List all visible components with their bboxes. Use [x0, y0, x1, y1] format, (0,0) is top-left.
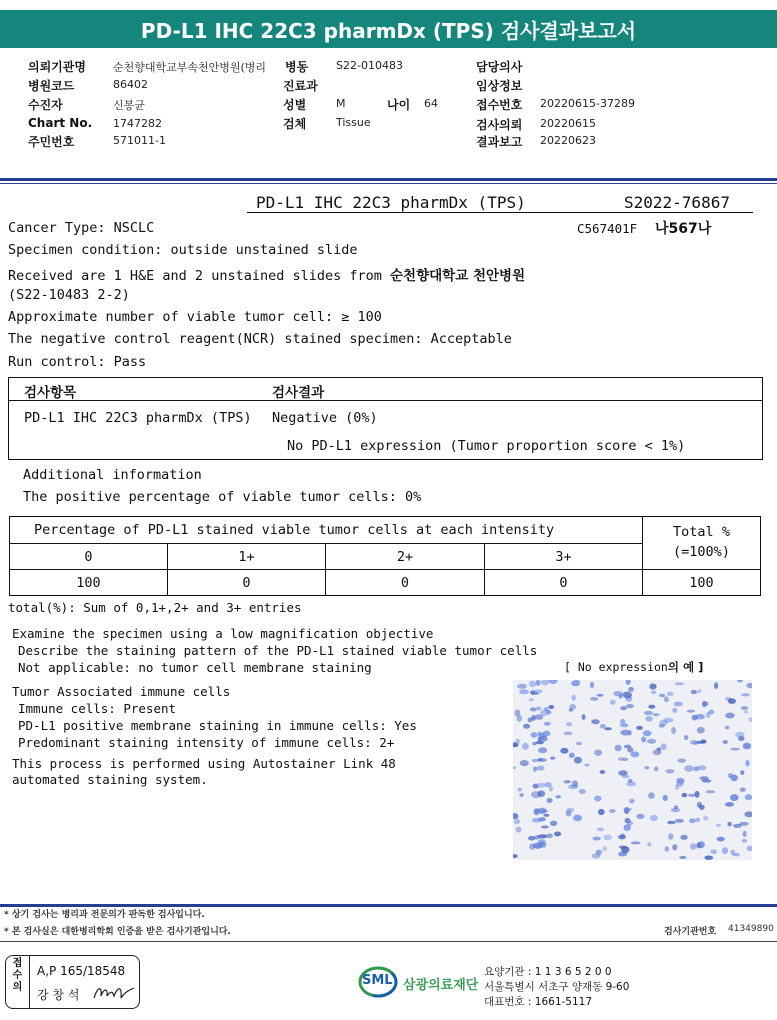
cell-nucleus: [703, 816, 708, 821]
report-number: S2022-76867: [624, 193, 730, 212]
cell-nucleus: [706, 712, 710, 718]
org-number-label: 검사기관번호: [664, 927, 717, 937]
cell-nucleus: [517, 684, 527, 689]
cell-nucleus: [730, 794, 739, 801]
cell-nucleus: [598, 809, 605, 815]
heading-underline: [247, 212, 753, 213]
cell-nucleus: [674, 702, 683, 707]
cell-nucleus: [641, 737, 646, 743]
header-divider-thin: [0, 183, 777, 184]
cell-nucleus: [590, 682, 594, 688]
cell-nucleus: [544, 722, 551, 726]
cell-nucleus: [671, 727, 676, 734]
cell-nucleus: [728, 698, 736, 704]
cell-nucleus: [690, 843, 697, 849]
cell-nucleus: [556, 795, 562, 798]
cell-nucleus: [549, 680, 558, 684]
cell-nucleus: [543, 731, 551, 737]
cell-nucleus: [661, 743, 667, 750]
cell-nucleus: [622, 758, 628, 762]
cell-nucleus: [523, 724, 530, 729]
cell-nucleus: [564, 732, 573, 736]
cell-nucleus: [704, 856, 713, 860]
footer-divider-thin: [0, 941, 777, 942]
cell-nucleus: [748, 717, 752, 722]
header-divider: [0, 178, 777, 181]
cell-nucleus: [539, 842, 546, 848]
cell-nucleus: [691, 690, 697, 694]
cell-nucleus: [538, 790, 546, 797]
viable-tumor-cells: Approximate number of viable tumor cell: ≥ 100: [8, 309, 382, 325]
cell-nucleus: [659, 694, 665, 697]
header-value-age: 64: [424, 97, 438, 110]
cell-nucleus: [620, 706, 627, 710]
total-header-line2: (=100%): [673, 544, 730, 560]
intensity-total-header: [642, 516, 761, 570]
cell-nucleus: [745, 794, 752, 800]
cell-nucleus: [643, 730, 652, 736]
cell-nucleus: [735, 732, 744, 738]
cell-nucleus: [725, 726, 729, 730]
logo-text: SML: [362, 973, 393, 988]
cell-nucleus: [653, 713, 660, 716]
cell-nucleus: [513, 854, 518, 858]
cell-nucleus: [541, 680, 549, 686]
cell-nucleus: [609, 809, 615, 813]
cell-nucleus: [547, 798, 553, 803]
cell-nucleus: [697, 689, 701, 693]
result-detail: No PD-L1 expression (Tumor proportion score < 1%): [287, 438, 686, 454]
cell-nucleus: [528, 836, 536, 841]
header-value-chart-no: 1747282: [113, 117, 162, 130]
cell-nucleus: [727, 822, 731, 827]
cell-nucleus: [744, 711, 749, 714]
stamp-pathologist-name: 강 창 석: [37, 988, 80, 1002]
cell-nucleus: [675, 819, 684, 823]
cell-nucleus: [645, 716, 653, 722]
cell-nucleus: [537, 766, 545, 771]
cell-nucleus: [591, 719, 599, 724]
run-control: Run control: Pass: [8, 354, 147, 370]
cell-nucleus: [647, 739, 656, 744]
cell-nucleus: [664, 696, 669, 702]
cell-nucleus: [519, 793, 524, 797]
immune-present: Immune cells: Present: [18, 701, 177, 716]
cell-nucleus: [529, 698, 534, 701]
cell-nucleus: [667, 692, 674, 696]
cell-nucleus: [629, 799, 635, 804]
cell-nucleus: [631, 751, 640, 757]
cell-nucleus: [623, 692, 632, 699]
cell-nucleus: [733, 824, 742, 828]
header-value-institution: 순천향대학교부속천안병원(병리: [113, 61, 267, 74]
cell-nucleus: [626, 782, 636, 787]
address: 서울특별시 서초구 양재동 9-60: [484, 981, 630, 993]
header-value-report-date: 20220623: [540, 134, 596, 147]
positive-percentage: The positive percentage of viable tumor cells: 0%: [23, 489, 422, 505]
note-examine: Examine the specimen using a low magnification objective: [12, 626, 434, 641]
cell-nucleus: [554, 832, 561, 837]
cell-nucleus: [730, 748, 740, 751]
reception-stamp: [5, 955, 140, 1009]
cell-nucleus: [550, 821, 557, 826]
additional-heading: Additional information: [23, 467, 202, 483]
cell-nucleus: [626, 680, 631, 685]
micrograph-cells: [513, 680, 752, 860]
image-caption-prefix: [ No expression: [564, 660, 668, 674]
cell-nucleus: [594, 750, 602, 756]
note-not-applicable: Not applicable: no tumor cell membrane staining: [18, 660, 372, 675]
received-line: [8, 264, 525, 284]
intensity-total-value: 100: [642, 569, 761, 596]
cell-nucleus: [574, 757, 582, 764]
cell-nucleus: [697, 802, 702, 808]
phone: 대표번호 : 1661-5117: [484, 996, 593, 1008]
cell-nucleus: [590, 697, 598, 701]
cell-nucleus: [620, 723, 629, 727]
cell-nucleus: [584, 764, 589, 767]
cell-nucleus: [740, 770, 744, 775]
cell-nucleus: [684, 735, 688, 740]
cell-nucleus: [648, 705, 655, 709]
cell-nucleus: [627, 747, 633, 752]
cell-nucleus: [538, 758, 542, 761]
cell-nucleus: [676, 780, 684, 786]
cell-nucleus: [576, 742, 582, 746]
cell-nucleus: [651, 690, 657, 694]
cell-nucleus: [604, 727, 612, 730]
intensity-col-0: 0: [9, 543, 168, 570]
header-label-sex: 성별: [283, 98, 307, 112]
received-hospital: 순천향대학교 천안병원: [390, 268, 526, 284]
case-code: C567401F: [577, 221, 638, 236]
cell-nucleus: [636, 814, 644, 819]
signature-icon: [92, 982, 136, 1004]
cancer-type: Cancer Type: NSCLC: [8, 220, 155, 236]
process-line2: automated staining system.: [12, 772, 208, 787]
cell-nucleus: [514, 819, 521, 825]
cell-nucleus: [741, 706, 748, 710]
header-value-ward: S22-010483: [336, 59, 403, 72]
cell-nucleus: [744, 811, 752, 817]
cell-nucleus: [626, 704, 634, 708]
org-number: 41349890: [728, 924, 774, 934]
cell-nucleus: [628, 687, 634, 692]
sml-logo-icon: [358, 962, 398, 1000]
cell-nucleus: [672, 708, 677, 713]
cell-nucleus: [695, 818, 700, 823]
cell-nucleus: [519, 689, 529, 694]
cell-nucleus: [672, 844, 677, 850]
cell-nucleus: [687, 710, 695, 713]
header-label-request-date: 검사의뢰: [476, 118, 523, 132]
cell-nucleus: [675, 682, 684, 685]
cell-nucleus: [582, 714, 586, 720]
cell-nucleus: [538, 817, 545, 821]
cell-nucleus: [513, 766, 516, 769]
cell-nucleus: [647, 842, 651, 846]
cell-nucleus: [569, 704, 576, 710]
cell-nucleus: [550, 757, 555, 760]
footer-note-1: * 상기 검사는 병리과 전문의가 판독한 검사입니다.: [4, 910, 205, 920]
cell-nucleus: [563, 780, 571, 783]
cell-nucleus: [566, 722, 572, 726]
header-value-accession-no: 20220615-37289: [540, 97, 635, 110]
header-label-ward: 병동: [285, 60, 309, 74]
footer-note-2: * 본 검사실은 대한병리학회 인증을 받은 검사기관입니다.: [4, 927, 231, 937]
cell-nucleus: [548, 705, 554, 709]
image-caption-suffix: 의 예 ]: [667, 660, 704, 674]
care-org-number: 요양기관 : 1 1 3 6 5 2 0 0: [484, 966, 612, 978]
immune-intensity: Predominant staining intensity of immune cells: 2+: [18, 735, 395, 750]
header-label-report-date: 결과보고: [476, 135, 523, 149]
cell-nucleus: [600, 770, 606, 774]
cell-nucleus: [714, 682, 718, 689]
cell-nucleus: [517, 788, 522, 792]
process-line1: This process is performed using Autostainer Link 48: [12, 756, 396, 771]
header-label-patient: 수진자: [28, 98, 63, 112]
header-label-specimen: 검체: [283, 117, 307, 131]
cell-nucleus: [649, 683, 656, 689]
cell-nucleus: [665, 846, 670, 852]
cell-nucleus: [600, 724, 606, 729]
cell-nucleus: [696, 741, 706, 744]
cell-nucleus: [740, 788, 746, 792]
cell-nucleus: [537, 731, 541, 736]
image-caption: [564, 659, 703, 675]
cell-nucleus: [541, 826, 549, 829]
cell-nucleus: [613, 691, 623, 696]
cell-nucleus: [610, 700, 616, 705]
cell-nucleus: [747, 846, 752, 851]
cell-nucleus: [702, 701, 708, 706]
cell-nucleus: [688, 794, 695, 797]
cell-nucleus: [615, 745, 622, 752]
title-bar: [0, 10, 777, 48]
header-value-request-date: 20220615: [540, 117, 596, 130]
cell-nucleus: [671, 808, 680, 812]
cell-nucleus: [706, 790, 716, 793]
cell-nucleus: [621, 833, 626, 838]
cell-nucleus: [543, 814, 549, 817]
cell-nucleus: [538, 747, 547, 753]
cell-nucleus: [515, 739, 520, 744]
cell-nucleus: [532, 759, 538, 762]
cell-nucleus: [636, 726, 643, 730]
cell-nucleus: [725, 802, 734, 807]
cell-nucleus: [594, 796, 601, 802]
cell-nucleus: [737, 680, 743, 682]
slide-id: (S22-10483 2-2): [8, 287, 130, 303]
cell-nucleus: [657, 747, 662, 751]
cell-nucleus: [742, 839, 747, 843]
cell-nucleus: [516, 827, 522, 833]
cell-nucleus: [722, 847, 728, 854]
cell-nucleus: [544, 707, 549, 712]
cell-nucleus: [667, 821, 676, 825]
cell-nucleus: [741, 693, 750, 696]
stamp-side-3: 의: [12, 982, 23, 993]
cell-nucleus: [538, 834, 547, 838]
immune-staining: PD-L1 positive membrane staining in immune cells: Yes: [18, 718, 417, 733]
cell-nucleus: [597, 828, 604, 832]
cell-nucleus: [678, 759, 686, 763]
cell-nucleus: [628, 730, 632, 736]
cell-nucleus: [644, 766, 649, 769]
cell-nucleus: [549, 786, 553, 791]
cell-nucleus: [694, 791, 699, 798]
cell-nucleus: [536, 783, 546, 788]
cell-nucleus: [745, 760, 749, 766]
cell-nucleus: [731, 775, 738, 782]
cell-nucleus: [699, 776, 708, 780]
stamp-side-2: 수: [12, 970, 23, 981]
cell-nucleus: [663, 718, 673, 723]
header-value-sex: M: [336, 97, 346, 110]
header-label-accession-no: 접수번호: [476, 98, 523, 112]
cell-nucleus: [619, 846, 627, 849]
cell-nucleus: [522, 743, 529, 750]
cell-nucleus: [593, 837, 601, 841]
cell-nucleus: [650, 815, 658, 821]
cell-nucleus: [572, 695, 576, 701]
result-col-item: 검사항목: [24, 385, 77, 401]
cell-nucleus: [530, 707, 537, 711]
cell-nucleus: [684, 765, 694, 772]
cell-nucleus: [546, 834, 553, 839]
header-value-resident-no: 571011-1: [113, 134, 166, 147]
intensity-value-1: 0: [167, 569, 326, 596]
cell-nucleus: [743, 831, 747, 837]
cell-nucleus: [567, 808, 575, 813]
header-label-doctor: 담당의사: [476, 60, 523, 74]
header-label-chart-no: Chart No.: [28, 116, 93, 130]
cell-nucleus: [536, 680, 541, 686]
cell-nucleus: [648, 792, 655, 799]
cell-nucleus: [560, 748, 568, 754]
cell-nucleus: [517, 715, 523, 722]
cell-nucleus: [537, 808, 546, 814]
cell-nucleus: [572, 780, 578, 787]
header-label-age: 나이: [387, 98, 411, 112]
cell-nucleus: [620, 719, 625, 724]
intensity-value-0: 100: [9, 569, 168, 596]
cell-nucleus: [696, 842, 701, 848]
header-value-patient: 신봉균: [113, 99, 145, 112]
stamp-ap-number: A,P 165/18548: [37, 964, 126, 978]
logo-name: 삼광의료재단: [403, 978, 479, 993]
intensity-table-header: Percentage of PD-L1 stained viable tumor cells at each intensity: [9, 516, 643, 544]
cell-nucleus: [725, 713, 735, 719]
case-code-suffix: 나567나: [655, 221, 712, 237]
cell-nucleus: [529, 681, 536, 687]
cell-nucleus: [695, 714, 705, 720]
cell-nucleus: [716, 824, 721, 827]
cell-nucleus: [697, 727, 705, 734]
result-table-header-rule: [8, 400, 763, 401]
result-item: PD-L1 IHC 22C3 pharmDx (TPS): [24, 410, 252, 426]
cell-nucleus: [743, 743, 751, 750]
header-value-hospital-code: 86402: [113, 78, 148, 91]
header-label-clinical-info: 임상정보: [476, 79, 523, 93]
micrograph-image: [513, 680, 752, 860]
cell-nucleus: [680, 835, 687, 840]
cell-nucleus: [597, 694, 604, 697]
intensity-value-2: 0: [325, 569, 485, 596]
test-name-heading: PD-L1 IHC 22C3 pharmDx (TPS): [256, 193, 526, 212]
cell-nucleus: [723, 740, 728, 744]
cell-nucleus: [631, 841, 641, 844]
cell-nucleus: [513, 813, 518, 819]
header-label-resident-no: 주민번호: [28, 135, 75, 149]
cell-nucleus: [569, 753, 575, 759]
cell-nucleus: [697, 765, 706, 770]
intensity-value-3: 0: [484, 569, 643, 596]
intensity-footnote: total(%): Sum of 0,1+,2+ and 3+ entries: [8, 600, 302, 615]
cell-nucleus: [679, 856, 686, 859]
note-describe: Describe the staining pattern of the PD-L1 stained viable tumor cells: [18, 643, 538, 658]
cell-nucleus: [596, 850, 602, 856]
cell-nucleus: [654, 767, 659, 772]
cell-nucleus: [603, 846, 608, 851]
cell-nucleus: [530, 692, 539, 695]
cell-nucleus: [665, 769, 674, 773]
cell-nucleus: [622, 775, 630, 778]
report-title: PD-L1 IHC 22C3 pharmDx (TPS) 검사결과보고서: [140, 19, 637, 43]
intensity-col-3: 3+: [484, 543, 643, 570]
cell-nucleus: [625, 818, 631, 823]
cell-nucleus: [663, 795, 668, 801]
header-label-hospital-code: 병원코드: [28, 79, 75, 93]
cell-nucleus: [690, 740, 698, 745]
cell-nucleus: [711, 849, 717, 854]
immune-heading: Tumor Associated immune cells: [12, 684, 231, 699]
cell-nucleus: [573, 815, 582, 822]
specimen-condition: Specimen condition: outside unstained slide: [8, 242, 358, 258]
stamp-side-label: [6, 956, 30, 1008]
cell-nucleus: [520, 760, 529, 766]
received-text: Received are 1 H&E and 2 unstained slides from: [8, 268, 391, 284]
cell-nucleus: [528, 717, 533, 722]
total-header-line1: Total %: [673, 524, 730, 540]
cell-nucleus: [531, 732, 538, 738]
result-value: Negative (0%): [272, 410, 378, 426]
intensity-col-1: 1+: [167, 543, 326, 570]
stamp-side-1: 접: [12, 958, 23, 969]
cell-nucleus: [682, 793, 688, 797]
header-label-department: 진료과: [283, 79, 318, 93]
cell-nucleus: [536, 707, 541, 711]
cell-nucleus: [717, 837, 725, 842]
intensity-col-2: 2+: [325, 543, 485, 570]
cell-nucleus: [644, 711, 653, 715]
header-label-institution: 의뢰기관명: [28, 60, 86, 74]
cell-nucleus: [668, 833, 673, 839]
cell-nucleus: [579, 789, 586, 794]
negative-control: The negative control reagent(NCR) stained specimen: Acceptable: [8, 331, 512, 347]
result-col-result: 검사결과: [272, 385, 325, 401]
cell-nucleus: [623, 808, 632, 811]
cell-nucleus: [746, 683, 752, 688]
cell-nucleus: [689, 818, 696, 823]
cell-nucleus: [733, 853, 739, 857]
header-value-specimen: Tissue: [336, 116, 371, 129]
cell-nucleus: [533, 767, 537, 772]
cell-nucleus: [536, 741, 544, 744]
cell-nucleus: [604, 835, 612, 841]
